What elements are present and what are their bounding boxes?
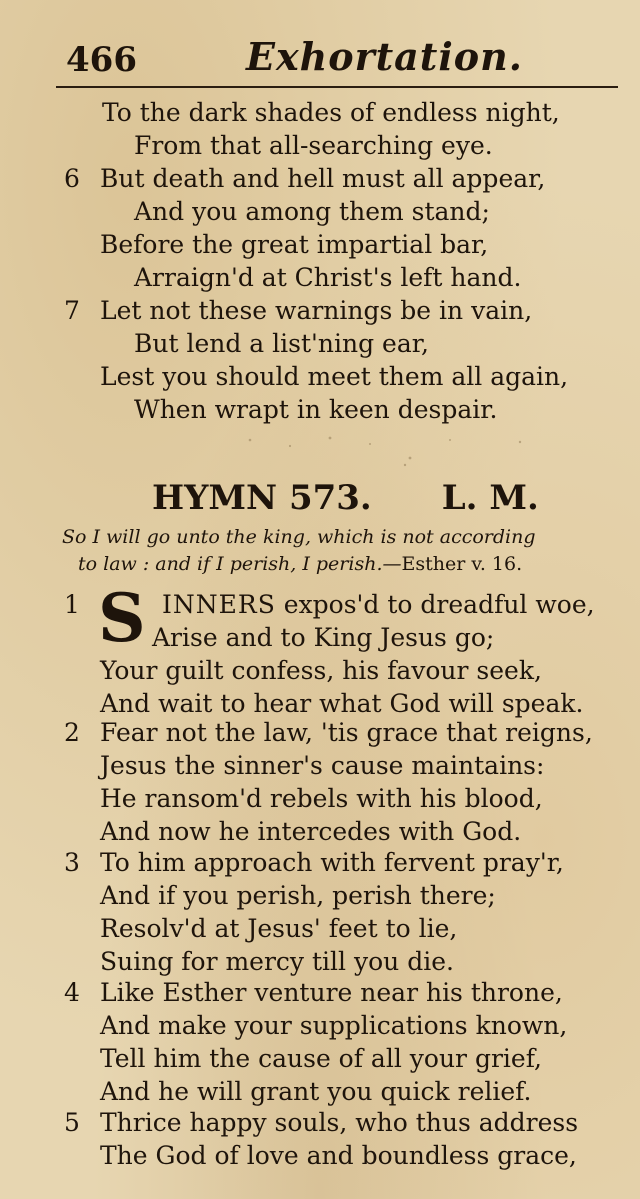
verse-line: Your guilt confess, his favour seek,	[100, 656, 542, 685]
verse-line: Before the great impartial bar,	[100, 230, 489, 259]
hymn-verse-1	[60, 579, 630, 720]
verse-number: 4	[64, 978, 80, 1007]
verse-line: To the dark shades of endless night,	[102, 98, 560, 127]
continuation-lines	[60, 96, 630, 162]
hymn-verse-5	[60, 1106, 630, 1172]
page-header	[66, 34, 610, 84]
verse-line: Jesus the sinner's cause maintains:	[100, 751, 545, 780]
verse-line: Lest you should meet them all again,	[100, 362, 569, 391]
running-title: Exhortation.	[246, 34, 523, 79]
hymn-verse-2	[60, 716, 630, 848]
verse-line: And he will grant you quick relief.	[100, 1077, 532, 1106]
verse-line: From that all-searching eye.	[134, 131, 493, 160]
verse-7	[60, 294, 630, 426]
verse-line: And you among them stand;	[134, 197, 490, 226]
hymn-meter: L. M.	[441, 478, 539, 518]
verse-number: 5	[64, 1108, 80, 1137]
faded-ornament	[0, 432, 640, 472]
page-number: 466	[66, 40, 137, 80]
header-rule	[56, 86, 618, 88]
verse-line: 4 Like Esther venture near his throne,	[64, 978, 563, 1007]
verse-number: 6	[64, 164, 80, 193]
scripture-reference: Esther v. 16.	[401, 553, 523, 575]
verse-line: The God of love and boundless grace,	[100, 1141, 577, 1170]
verse-line: 2 Fear not the law, 'tis grace that reigns,	[64, 718, 593, 747]
epigraph-line-1: So I will go unto the king, which is not according	[62, 526, 536, 548]
verse-number: 3	[64, 848, 80, 877]
verse-line: Arise and to King Jesus go;	[152, 623, 495, 652]
verse-line: 5 Thrice happy souls, who thus address	[64, 1108, 579, 1137]
verse-line: Tell him the cause of all your grief,	[100, 1044, 543, 1073]
epigraph-text: to law : and if I perish, I perish.—	[78, 553, 402, 575]
verse-line: Suing for mercy till you die.	[100, 947, 454, 976]
drop-cap: S	[98, 579, 146, 657]
verse-number: 2	[64, 718, 80, 747]
hymn-title	[152, 478, 539, 518]
verse-line: And make your supplications known,	[100, 1011, 568, 1040]
verse-line: 7 Let not these warnings be in vain,	[64, 296, 533, 325]
verse-line: Arraign'd at Christ's left hand.	[134, 263, 522, 292]
verse-line: When wrapt in keen despair.	[134, 395, 498, 424]
verse-line: Resolv'd at Jesus' feet to lie,	[100, 914, 458, 943]
hymn-verse-4	[60, 976, 630, 1108]
verse-line: And now he intercedes with God.	[100, 817, 522, 846]
hymn-verse-3	[60, 846, 630, 978]
verse-number: 1	[64, 590, 80, 619]
verse-line: 3 To him approach with fervent pray'r,	[64, 848, 564, 877]
verse-line: 1 S INNERS expos'd to dreadful woe,	[64, 579, 595, 657]
epigraph-line-2	[78, 553, 628, 575]
verse-line: 6 But death and hell must all appear,	[64, 164, 546, 193]
verse-line: But lend a list'ning ear,	[134, 329, 429, 358]
hymn-number: HYMN 573.	[152, 478, 372, 518]
verse-line: And if you perish, perish there;	[100, 881, 496, 910]
verse-line: And wait to hear what God will speak.	[100, 689, 584, 718]
verse-6	[60, 162, 630, 294]
verse-number: 7	[64, 296, 80, 325]
verse-line: He ransom'd rebels with his blood,	[100, 784, 543, 813]
